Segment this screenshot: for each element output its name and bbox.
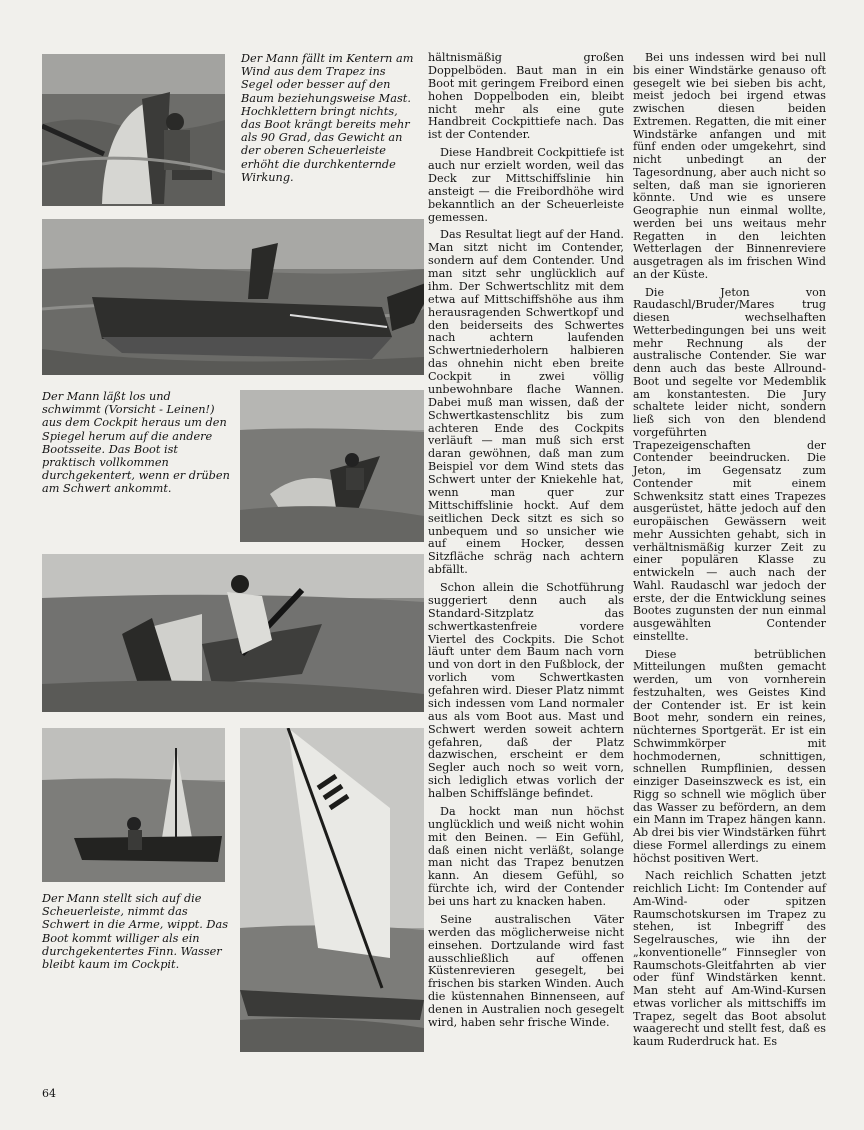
paragraph: Nach reichlich Schatten jetzt reichlich Licht: Im Contender auf Am-Wind- oder spitzen Raumschotskursen im Trapez zu stehen, ist Inbegriff des Segelrausches, wie ihn der „konventionelle“ Finnsegler von Raumschots-Gleitfahrten ab vier oder fünf Windstärken kennt. Man steht auf Am-Wind-Kursen etwas vorlicher als mittschiffs im Trapez, segelt das Boot absolut waagerecht und stellt fest, daß es kaum Ruderdruck hat. Es xyxy=(633,869,826,1048)
paragraph: Das Resultat liegt auf der Hand. Man sitzt nicht im Contender, sondern auf dem Contender. Und man sitzt sehr unglücklich auf ihm. Der Schwertschlitz mit dem etwa auf Mittschiffshöhe aus ihm herausragenden Schwertkopf und den beiderseits des Schwertes nach achtern laufenden Schwertniederholern halbieren das ohnehin nicht eben breite Cockpit in zwei völlig unbewohnbare flache Wannen. Dabei muß man wissen, daß der Schwertkastenschlitz bis zum achteren Ende des Cockpits verläuft — man muß sich erst daran gewöhnen, daß man zum Beispiel vor dem Wind stets das Schwert unter der Kniekehle hat, wenn man quer zur Mittschiffslinie hockt. Auf dem seitlichen Deck sitzt es sich so unbequem und so unsicher wie auf einem Hocker, dessen Sitzfläche schräg nach achtern abfällt. xyxy=(428,228,624,577)
page-number: 64 xyxy=(42,1087,56,1100)
paragraph: Seine australischen Väter werden das möglicherweise nicht einsehen. Dortzulande wird fast ausschließlich auf offenen Küstenrevieren gesegelt, bei frischen bis starken Winden. Auch die küstennahen Binnenseen, auf denen in Australien noch gesegelt wird, haben sehr frische Winde. xyxy=(428,912,624,1029)
photo-boat-righting xyxy=(42,728,225,882)
paragraph: hältnismäßig großen Doppelböden. Baut man in ein Boot mit geringem Freibord einen hohen Doppelboden ein, bleibt nicht mehr als eine gute Handbreit Cockpittiefe nach. Das ist der Contender. xyxy=(428,51,624,142)
photo-boat-upright-sail xyxy=(240,728,424,1052)
photo-man-on-gunwale xyxy=(42,554,424,712)
paragraph: Schon allein die Schotführung suggeriert denn auch als Standard-Sitzplatz das schwertkastenfreie vordere Viertel des Cockpits. Die Schot läuft unter dem Baum nach vorn und von dort in den Fußblock, der vorlich vom Schwertkasten gefahren wird. Dieser Platz nimmt sich indessen vom Land normaler aus als vom Boot aus. Mast und Schwert werden soweit achtern gefahren, daß der Platz dazwischen, erscheint er dem Segler auch noch so weit vorn, sich lediglich etwas vorlich der halben Schiffslänge befindet. xyxy=(428,581,624,800)
paragraph: Diese betrüblichen Mitteilungen mußten gemacht werden, um von vornherein festzuhalten, wes Geistes Kind der Contender ist. Er ist kein Boot mehr, sondern ein reines, nüchternes Sportgerät. Er ist ein Schwimmkörper mit hochmodernen, schnittigen, schnellen Rumpflinien, dessen einziger Daseinszweck es ist, ein Rigg so schnell wie möglich über das Wasser zu befördern, an dem ein Mann im Trapez hängen kann. Ab drei bis vier Windstärken führt diese Formel allerdings zu einem höchst positiven Wert. xyxy=(633,647,826,865)
text-column-1 xyxy=(428,52,624,1035)
paragraph: Bei uns indessen wird bei null bis einer Windstärke genauso oft gesegelt wie bei sieben bis acht, meist jedoch bei irgend etwas zwischen diesen beiden Extremen. Regatten, die mit einer Windstärke anfangen und mit fünf enden oder umgekehrt, sind nicht unbedingt an der Tagesordnung, aber auch nicht so selten, daß man sie ignorieren könnte. Und wie es unsere Geographie nun einmal wollte, werden bei uns weitaus mehr Regatten in den leichten Wetterlagen der Binnenreviere ausgetragen als im frischen Wind an der Küste. xyxy=(633,51,826,281)
caption-2: Der Mann läßt los und schwimmt (Vorsicht - Leinen!) aus dem Cockpit heraus um den Spiegel herum auf die andere Bootsseite. Das Boot ist praktisch vollkommen durchgekentert, wenn er drüben am Schwert ankommt. xyxy=(42,390,230,496)
photo-swimming-around xyxy=(240,390,424,542)
caption-3: Der Mann stellt sich auf die Scheuerleiste, nimmt das Schwert in die Arme, wippt. Das Boot kommt williger als ein durchgekentertes Finn. Wasser bleibt kaum im Cockpit. xyxy=(42,892,229,972)
photo-boat-on-side xyxy=(42,219,424,375)
caption-1: Der Mann fällt im Kentern am Wind aus dem Trapez ins Segel oder besser auf den Baum beziehungsweise Mast. Hochklettern bringt nichts, das Boot krängt bereits mehr als 90 Grad, das Gewicht an der oberen Scheuerleiste erhöht die durchkenternde Wirkung. xyxy=(241,52,414,184)
paragraph: Diese Handbreit Cockpittiefe ist auch nur erzielt worden, weil das Deck zur Mittschiffslinie hin ansteigt — die Freibordhöhe wird bekanntlich an der Scheuerleiste gemessen. xyxy=(428,146,624,224)
paragraph: Da hockt man nun höchst unglücklich und weiß nicht wohin mit den Beinen. — Ein Gefühl, daß einen nicht verläßt, solange man nicht das Trapez benutzen kann. An diesem Gefühl, so fürchte ich, wird der Contender bei uns hart zu knacken haben. xyxy=(428,804,624,908)
photo-capsize-trapeze xyxy=(42,54,225,206)
text-column-2 xyxy=(633,52,826,1054)
paragraph: Die Jeton von Raudaschl/Bruder/Mares trug diesen wechselhaften Wetterbedingungen bei uns weit mehr Rechnung als der australische Contender. Sie war denn auch das beste Allround-Boot und segelte vor Medemblik am konstantesten. Die Jury schaltete leider nicht, sondern ließ sich von den blendend vorgeführten Trapezeigenschaften der Contender beeindrucken. Die Jeton, im Gegensatz zum Contender mit einem Schwenksitz statt eines Trapezes ausgerüstet, hätte jedoch auf den europäischen Gewässern weit mehr Aussichten gehabt, sich in verhältnismäßig kurzer Zeit zu einer populären Klasse zu entwickeln — auch nach der Wahl. Raudaschl war jedoch der erste, der die Entwicklung seines Bootes zugunsten der nun einmal ausgewählten Contender einstellte. xyxy=(633,285,826,643)
